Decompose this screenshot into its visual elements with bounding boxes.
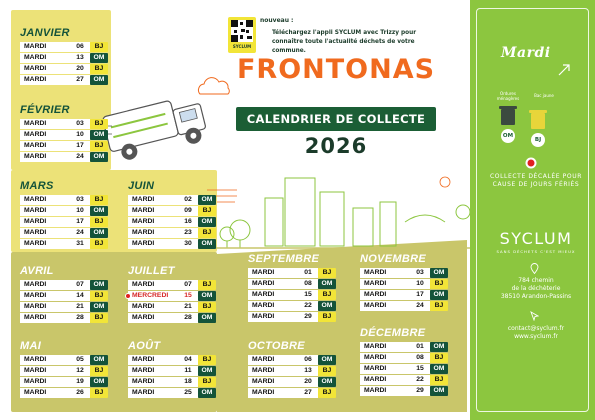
- collection-row: [360, 301, 446, 311]
- collection-day-name: MARDI: [20, 366, 70, 376]
- collection-day-name: MARDI: [360, 268, 410, 278]
- collection-date: 31: [70, 239, 90, 249]
- collection-day-name: MARDI: [128, 366, 178, 376]
- collection-row: [20, 313, 106, 323]
- collection-day-name: MARDI: [360, 342, 410, 352]
- bin-type-badge: BJ: [318, 268, 336, 278]
- info-panel-frame: [476, 8, 589, 412]
- collection-date: 01: [410, 342, 430, 352]
- bin-type-badge: OM: [90, 377, 108, 387]
- collection-date: 07: [178, 280, 198, 290]
- trash-bin-bj-icon: [531, 113, 545, 129]
- month-title: OCTOBRE: [248, 340, 305, 352]
- collection-row: [248, 279, 334, 289]
- collection-row: [248, 377, 334, 387]
- cursor-icon: [530, 311, 539, 321]
- collection-date: 12: [70, 366, 90, 376]
- bin-bj-caption: Bac jaune: [534, 93, 554, 98]
- bin-type-badge: OM: [430, 268, 448, 278]
- collection-day-name: MARDI: [20, 42, 70, 52]
- collection-day-name: MARDI: [248, 355, 298, 365]
- collection-row: [20, 64, 106, 74]
- collection-date: 24: [70, 228, 90, 238]
- news-text: Téléchargez l'appli SYCLUM avec Trizzy pour connaître toute l'actualité déchets de votre commune.: [272, 30, 417, 54]
- bin-type-badge: BJ: [90, 119, 108, 129]
- collection-row: [248, 355, 334, 365]
- collection-row: [128, 280, 214, 290]
- collection-date: 01: [298, 268, 318, 278]
- collection-date: 30: [178, 239, 198, 249]
- bin-type-badge: OM: [198, 313, 216, 323]
- collection-date: 03: [410, 268, 430, 278]
- qr-label: SYCLUM: [232, 44, 252, 49]
- cloud-icon: [194, 76, 234, 98]
- collection-day-name: MARDI: [128, 195, 178, 205]
- collection-row: [360, 342, 446, 352]
- collection-date: 19: [70, 377, 90, 387]
- collection-date: 11: [178, 366, 198, 376]
- collection-day-name: MARDI: [248, 377, 298, 387]
- bin-type-badge: OM: [198, 291, 216, 301]
- collection-day: Mardi: [501, 45, 551, 61]
- collection-date: 27: [298, 388, 318, 398]
- address-line-3: 38510 Arandon-Passins: [500, 293, 572, 300]
- collection-day-name: MARDI: [20, 141, 70, 151]
- bin-type-badge: BJ: [90, 64, 108, 74]
- bin-type-badge: OM: [318, 301, 336, 311]
- month-title: DÉCEMBRE: [360, 327, 426, 339]
- contact-email[interactable]: contact@syclum.fr: [507, 325, 565, 332]
- bin-type-badge: OM: [90, 302, 108, 312]
- collection-day-name: MARDI: [128, 280, 178, 290]
- collection-row: [128, 291, 214, 301]
- collection-date: 22: [410, 375, 430, 385]
- collection-day-name: MARDI: [128, 355, 178, 365]
- qr-code-image: [231, 20, 253, 42]
- collection-date: 15: [410, 364, 430, 374]
- collection-day-name: MARDI: [20, 130, 70, 140]
- bin-type-badge: BJ: [90, 195, 108, 205]
- collection-date: 06: [70, 42, 90, 52]
- month-title: JUILLET: [128, 265, 175, 277]
- collection-day-name: MARDI: [20, 355, 70, 365]
- collection-date: 29: [410, 386, 430, 396]
- collection-row: [20, 119, 106, 129]
- bin-type-badge: OM: [198, 217, 216, 227]
- collection-day-name: MARDI: [20, 53, 70, 63]
- collection-date: 24: [410, 301, 430, 311]
- trash-bin-om-icon: [501, 109, 515, 125]
- bin-type-badge: BJ: [430, 301, 448, 311]
- collection-day-name: MARDI: [248, 312, 298, 322]
- collection-date: 21: [178, 302, 198, 312]
- bin-type-badge: OM: [318, 279, 336, 289]
- collection-date: 03: [70, 195, 90, 205]
- collection-row: [20, 75, 106, 85]
- bin-type-badge: BJ: [430, 353, 448, 363]
- bin-type-badge: BJ: [198, 206, 216, 216]
- bin-type-badge: OM: [90, 130, 108, 140]
- bin-type-badge: BJ: [198, 280, 216, 290]
- month-title: JANVIER: [20, 27, 70, 39]
- collection-date: 17: [70, 217, 90, 227]
- bin-type-badge: BJ: [90, 366, 108, 376]
- collection-row: [128, 239, 214, 249]
- collection-date: 08: [410, 353, 430, 363]
- collection-date: 23: [178, 228, 198, 238]
- collection-row: [128, 355, 214, 365]
- collection-date: 20: [70, 64, 90, 74]
- collection-row: [128, 388, 214, 398]
- collection-row: [128, 228, 214, 238]
- shifted-collection-notice: COLLECTE DÉCALÉE POUR CAUSE DE JOURS FÉRIÉS: [490, 173, 582, 188]
- collection-day-name: MARDI: [128, 239, 178, 249]
- bin-type-badge: BJ: [198, 377, 216, 387]
- collection-row: [360, 268, 446, 278]
- collection-date: 18: [178, 377, 198, 387]
- collection-date: 07: [70, 280, 90, 290]
- location-pin-icon: [530, 263, 539, 274]
- collection-row: [128, 302, 214, 312]
- bin-type-badge: OM: [90, 53, 108, 63]
- collection-row: [20, 302, 106, 312]
- bin-type-badge: BJ: [90, 217, 108, 227]
- collection-day-name: MARDI: [128, 206, 178, 216]
- collection-row: [248, 388, 334, 398]
- collection-row: [128, 217, 214, 227]
- collection-row: [20, 388, 106, 398]
- collection-row: [20, 195, 106, 205]
- collection-day-name: MARDI: [20, 64, 70, 74]
- bin-type-badge: OM: [198, 239, 216, 249]
- bin-type-badge: OM: [198, 366, 216, 376]
- page-title: FRONTONAS: [236, 54, 436, 85]
- collection-date: 29: [298, 312, 318, 322]
- collection-day-name: MARDI: [128, 228, 178, 238]
- collection-date: 26: [70, 388, 90, 398]
- collection-row: [20, 280, 106, 290]
- collection-row: [20, 355, 106, 365]
- collection-row: [20, 366, 106, 376]
- collection-date: 24: [70, 152, 90, 162]
- month-title: FÉVRIER: [20, 104, 70, 116]
- bin-type-badge: OM: [90, 228, 108, 238]
- collection-row: [360, 364, 446, 374]
- address-line-1: 784 chemin: [518, 277, 554, 284]
- collection-date: 10: [70, 206, 90, 216]
- bin-type-badge: BJ: [90, 42, 108, 52]
- collection-row: [20, 42, 106, 52]
- bin-type-badge: BJ: [430, 375, 448, 385]
- bin-type-badge: OM: [90, 280, 108, 290]
- collection-date: 06: [298, 355, 318, 365]
- collection-day-name: MARDI: [20, 75, 70, 85]
- bin-type-badge: BJ: [90, 239, 108, 249]
- collection-date: 16: [178, 217, 198, 227]
- contact-website[interactable]: www.syclum.fr: [514, 333, 558, 340]
- collection-day-name: MARDI: [248, 268, 298, 278]
- bin-type-badge: BJ: [198, 228, 216, 238]
- collection-day-name: MARDI: [360, 279, 410, 289]
- collection-day-name: MARDI: [360, 290, 410, 300]
- collection-row: [360, 375, 446, 385]
- bin-type-badge: OM: [198, 388, 216, 398]
- collection-day-name: MARDI: [128, 377, 178, 387]
- collection-row: [20, 206, 106, 216]
- collection-day-name: MARDI: [248, 301, 298, 311]
- bin-type-badge: BJ: [90, 141, 108, 151]
- collection-day-name: MARDI: [248, 279, 298, 289]
- collection-day-name: MARDI: [20, 206, 70, 216]
- bin-type-badge: OM: [318, 377, 336, 387]
- collection-day-name: MARDI: [20, 228, 70, 238]
- collection-row: [248, 290, 334, 300]
- month-title: AOÛT: [128, 340, 161, 352]
- bin-type-badge: OM: [430, 342, 448, 352]
- collection-day-name: MARDI: [20, 302, 70, 312]
- bin-type-badge: BJ: [90, 313, 108, 323]
- collection-date: 22: [298, 301, 318, 311]
- address-line-2: de la déchèterie: [511, 285, 561, 292]
- collection-date: 21: [70, 302, 90, 312]
- collection-row: [360, 353, 446, 363]
- year-label: 2026: [304, 134, 368, 158]
- collection-row: [20, 217, 106, 227]
- bin-bj-badge: BJ: [531, 133, 545, 147]
- collection-date: 09: [178, 206, 198, 216]
- collection-day-name: MARDI: [20, 280, 70, 290]
- collection-date: 17: [70, 141, 90, 151]
- bin-type-badge: OM: [90, 206, 108, 216]
- bin-type-badge: BJ: [318, 366, 336, 376]
- collection-date: 05: [70, 355, 90, 365]
- shifted-date-marker-icon: [125, 293, 131, 299]
- collection-day-name: MARDI: [20, 195, 70, 205]
- collection-day-name: MARDI: [20, 119, 70, 129]
- collection-day-name: MARDI: [248, 290, 298, 300]
- collection-date: 28: [178, 313, 198, 323]
- collection-day-name: MARDI: [248, 366, 298, 376]
- collection-day-name: MARDI: [20, 377, 70, 387]
- collection-row: [20, 141, 106, 151]
- collection-row: [248, 301, 334, 311]
- collection-date: 15: [178, 291, 198, 301]
- collection-day-name: MARDI: [128, 302, 178, 312]
- collection-row: [20, 228, 106, 238]
- month-title: JUIN: [128, 180, 155, 192]
- collection-date: 25: [178, 388, 198, 398]
- collection-date: 13: [298, 366, 318, 376]
- collection-row: [20, 239, 106, 249]
- bin-type-badge: BJ: [90, 388, 108, 398]
- bin-type-badge: OM: [90, 355, 108, 365]
- collection-day-name: MARDI: [128, 388, 178, 398]
- bin-type-badge: OM: [430, 290, 448, 300]
- collection-day-name: MARDI: [128, 217, 178, 227]
- collection-row: [20, 152, 106, 162]
- collection-row: [128, 195, 214, 205]
- collection-row: [248, 366, 334, 376]
- bin-type-badge: BJ: [198, 355, 216, 365]
- collection-day-name: MARDI: [248, 388, 298, 398]
- month-title: AVRIL: [20, 265, 54, 277]
- collection-day-name: MARDI: [20, 239, 70, 249]
- bin-type-badge: OM: [90, 75, 108, 85]
- city-illustration: [205, 168, 470, 250]
- collection-row: [128, 377, 214, 387]
- collection-day-name: MERCREDI: [128, 291, 178, 301]
- bin-type-badge: OM: [430, 386, 448, 396]
- bin-type-badge: BJ: [430, 279, 448, 289]
- bin-type-badge: BJ: [90, 291, 108, 301]
- collection-row: [360, 279, 446, 289]
- collection-row: [248, 268, 334, 278]
- collection-row: [20, 377, 106, 387]
- bin-type-badge: OM: [90, 152, 108, 162]
- collection-day-name: MARDI: [360, 386, 410, 396]
- collection-day-name: MARDI: [20, 313, 70, 323]
- collection-row: [20, 130, 106, 140]
- info-panel: [470, 0, 595, 420]
- subtitle-banner: [236, 107, 436, 131]
- org-tagline: SANS DÉCHETS C'EST MIEUX: [496, 249, 576, 254]
- org-logo: SYCLUM: [499, 229, 573, 248]
- collection-day-name: MARDI: [128, 313, 178, 323]
- arrow-icon: [557, 63, 571, 77]
- collection-date: 04: [178, 355, 198, 365]
- warning-dot-icon: [525, 157, 537, 169]
- collection-date: 10: [70, 130, 90, 140]
- collection-day-name: MARDI: [360, 364, 410, 374]
- collection-day-name: MARDI: [20, 217, 70, 227]
- collection-day-name: MARDI: [360, 375, 410, 385]
- collection-date: 08: [298, 279, 318, 289]
- collection-row: [128, 366, 214, 376]
- collection-date: 20: [298, 377, 318, 387]
- collection-date: 03: [70, 119, 90, 129]
- collection-row: [20, 53, 106, 63]
- bin-type-badge: BJ: [318, 312, 336, 322]
- collection-day-name: MARDI: [20, 291, 70, 301]
- collection-date: 02: [178, 195, 198, 205]
- bin-om-caption: Ordures ménagères: [496, 91, 520, 101]
- collection-date: 13: [70, 53, 90, 63]
- month-title: MARS: [20, 180, 54, 192]
- month-title: MAI: [20, 340, 42, 352]
- bin-type-badge: OM: [430, 364, 448, 374]
- collection-row: [360, 386, 446, 396]
- collection-row: [248, 312, 334, 322]
- collection-date: 28: [70, 313, 90, 323]
- collection-day-name: MARDI: [360, 353, 410, 363]
- collection-day-name: MARDI: [20, 152, 70, 162]
- bin-type-badge: BJ: [318, 388, 336, 398]
- qr-code[interactable]: [228, 17, 256, 53]
- collection-day-name: MARDI: [20, 388, 70, 398]
- collection-date: 15: [298, 290, 318, 300]
- bin-type-badge: BJ: [318, 290, 336, 300]
- news-label: nouveau :: [260, 17, 294, 24]
- bin-type-badge: OM: [318, 355, 336, 365]
- collection-row: [128, 206, 214, 216]
- page-subtitle: CALENDRIER DE COLLECTE: [246, 112, 426, 126]
- collection-row: [128, 313, 214, 323]
- month-title: NOVEMBRE: [360, 253, 426, 265]
- bin-type-badge: BJ: [198, 302, 216, 312]
- month-title: SEPTEMBRE: [248, 253, 320, 265]
- collection-date: 27: [70, 75, 90, 85]
- bin-om-badge: OM: [501, 129, 515, 143]
- collection-date: 10: [410, 279, 430, 289]
- collection-day-name: MARDI: [360, 301, 410, 311]
- collection-row: [360, 290, 446, 300]
- bin-type-badge: OM: [198, 195, 216, 205]
- collection-date: 14: [70, 291, 90, 301]
- collection-row: [20, 291, 106, 301]
- collection-date: 17: [410, 290, 430, 300]
